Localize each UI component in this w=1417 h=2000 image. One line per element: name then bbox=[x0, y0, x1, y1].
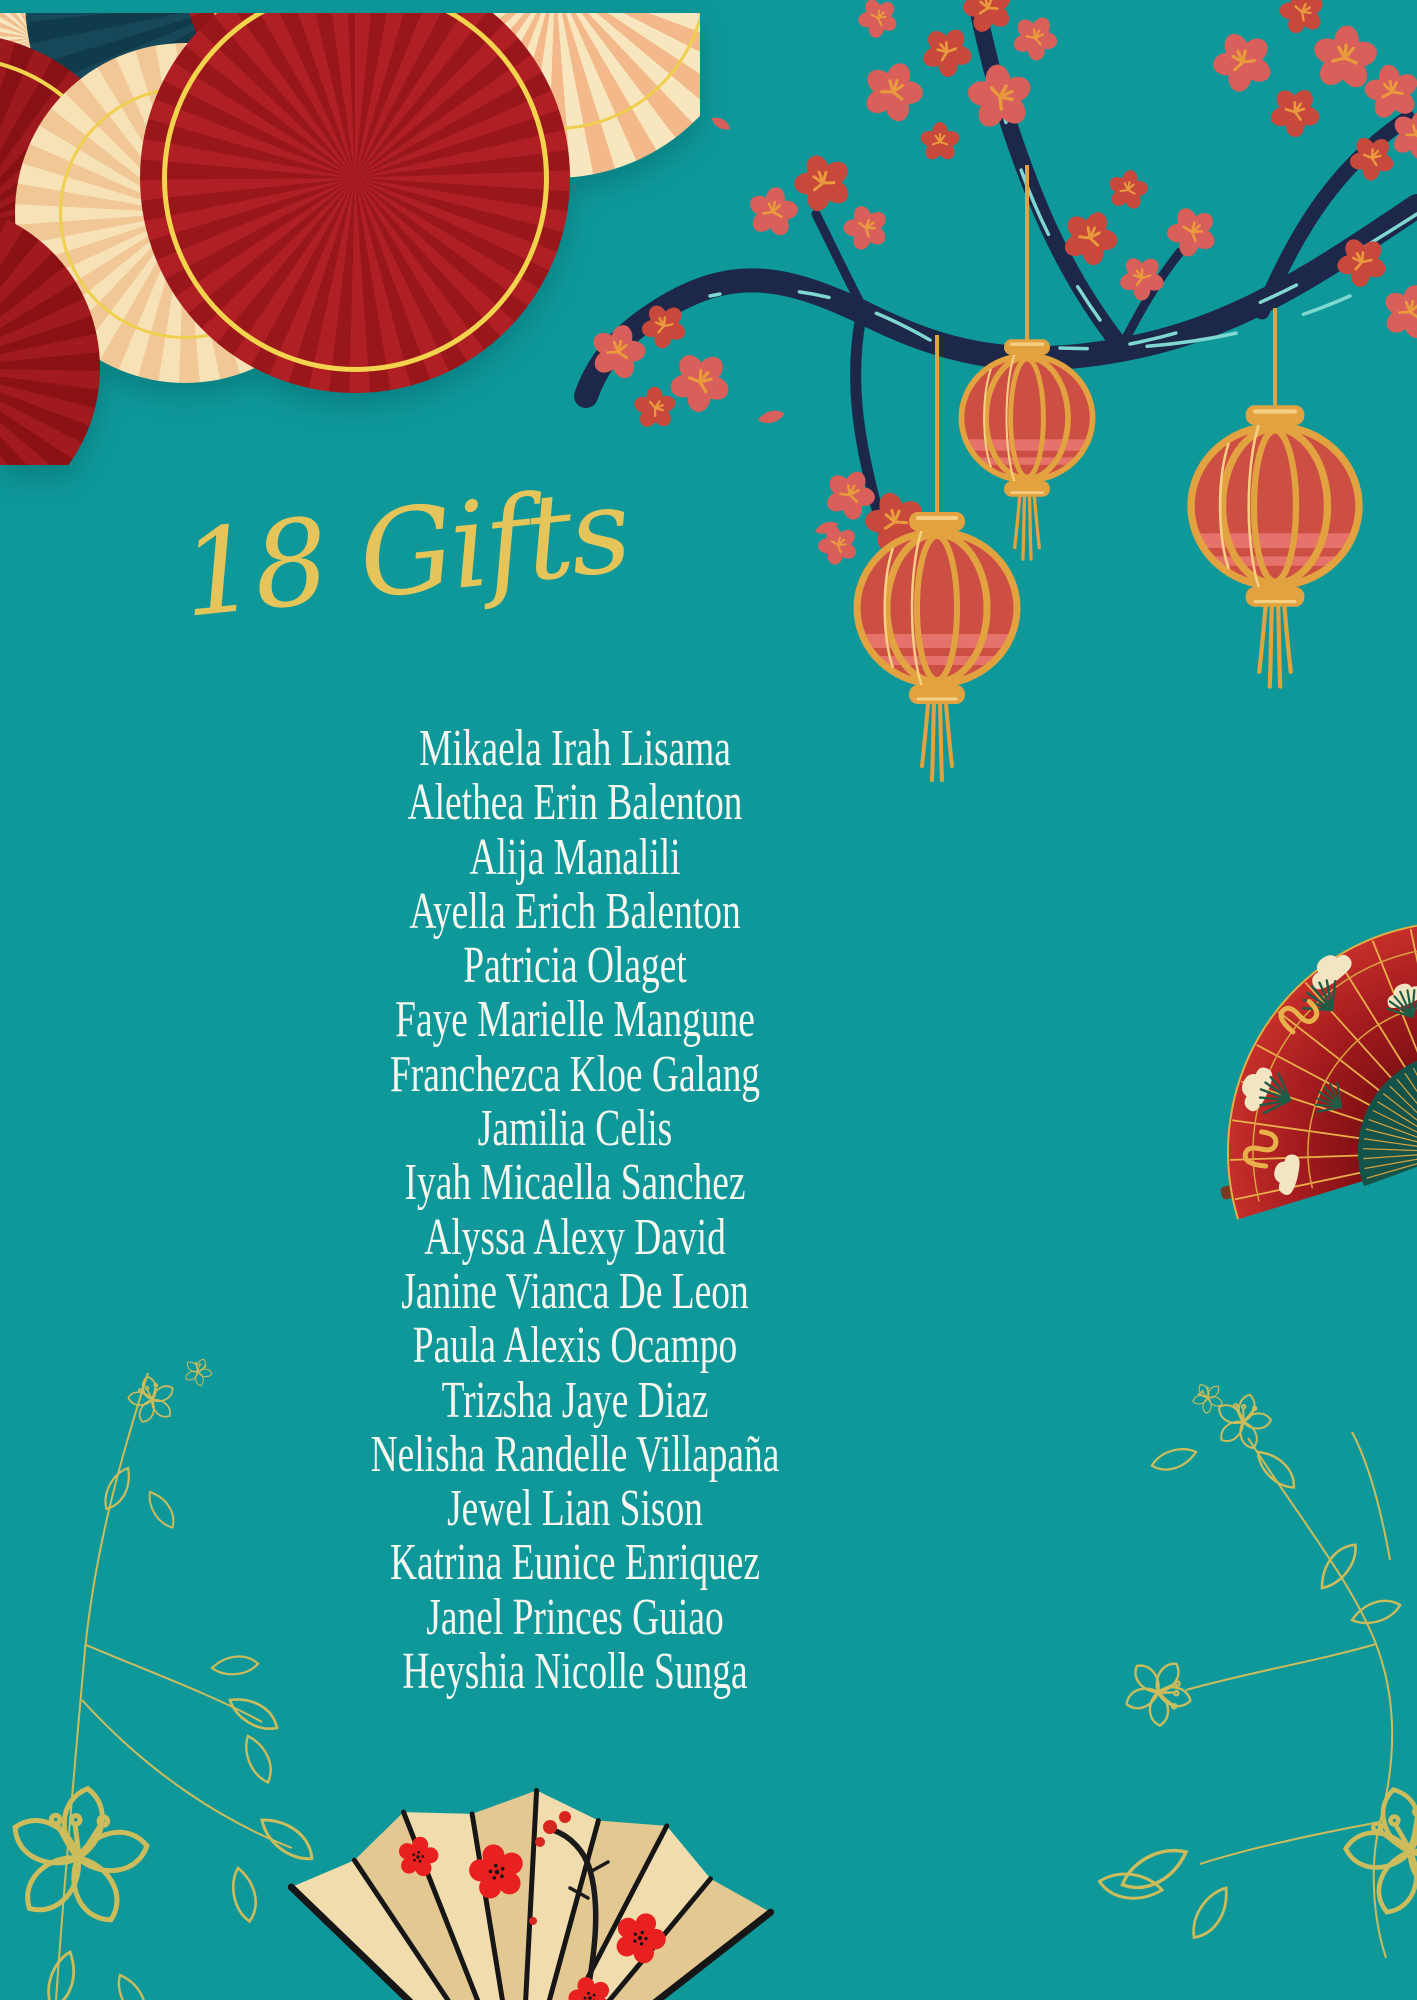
gift-name: Jewel Lian Sison bbox=[447, 1480, 703, 1538]
gift-name: Mikaela Irah Lisama bbox=[419, 720, 731, 777]
gift-name: Katrina Eunice Enriquez bbox=[389, 1534, 761, 1592]
gift-name: Nelisha Randelle Villapaña bbox=[370, 1425, 780, 1483]
gift-name: Alyssa Alexy David bbox=[424, 1208, 726, 1266]
red-lantern-icon bbox=[1186, 405, 1365, 686]
gift-name: Franchezca Kloe Galang bbox=[389, 1045, 761, 1103]
gift-name: Janine Vianca De Leon bbox=[401, 1262, 749, 1320]
gift-name: Paula Alexis Ocampo bbox=[412, 1317, 738, 1375]
gold-floral-bottom-right bbox=[1098, 1377, 1417, 1958]
red-folding-fan bbox=[1220, 922, 1417, 1219]
gift-name: Ayella Erich Balenton bbox=[409, 882, 741, 940]
red-lantern-icon bbox=[852, 512, 1022, 780]
gift-name: Jamilia Celis bbox=[477, 1100, 673, 1158]
red-lantern-icon bbox=[957, 339, 1096, 559]
gift-name: Heyshia Nicolle Sunga bbox=[402, 1643, 748, 1701]
gift-name: Patricia Olaget bbox=[463, 937, 687, 995]
gift-name: Alethea Erin Balenton bbox=[407, 774, 743, 832]
gift-name: Janel Princes Guiao bbox=[426, 1588, 724, 1646]
gift-name: Alija Manalili bbox=[469, 828, 681, 886]
page-title: 18 Gifts bbox=[174, 460, 635, 645]
cream-folding-fan bbox=[291, 1790, 770, 2000]
gold-floral-bottom-left bbox=[0, 1353, 320, 2000]
gift-name: Faye Marielle Mangune bbox=[395, 991, 755, 1049]
gift-name: Trizsha Jaye Diaz bbox=[441, 1371, 709, 1429]
gift-name: Iyah Micaella Sanchez bbox=[404, 1154, 746, 1212]
gift-names-list bbox=[287, 722, 863, 1699]
